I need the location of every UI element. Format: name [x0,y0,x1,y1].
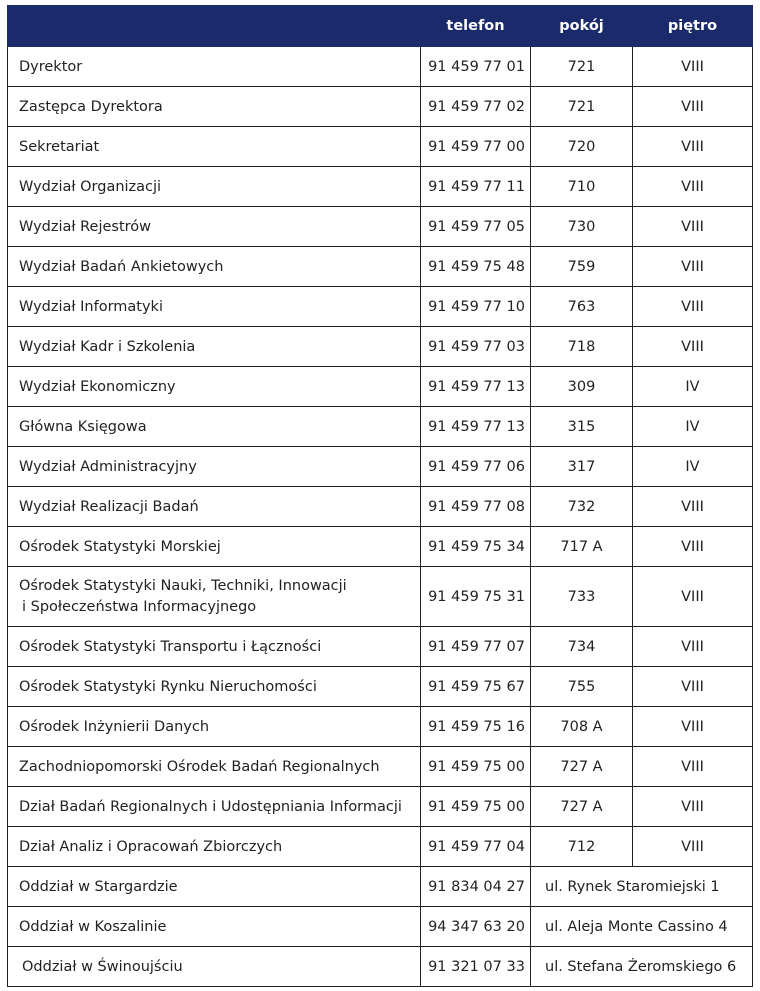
unit-name: Dział Analiz i Opracowań Zbiorczych [8,827,421,867]
room-number: 708 A [531,707,633,747]
header-floor: piętro [633,6,753,47]
floor-number: VIII [633,247,753,287]
header-room: pokój [531,6,633,47]
branch-name: Oddział w Stargardzie [8,867,421,907]
table-row [8,167,753,207]
table-row [8,47,753,87]
table-row [8,327,753,367]
floor-number: IV [633,447,753,487]
unit-name: Główna Księgowa [8,407,421,447]
unit-name: Wydział Badań Ankietowych [8,247,421,287]
unit-name: Dział Badań Regionalnych i Udostępniania Informacji [8,787,421,827]
unit-name: Wydział Ekonomiczny [8,367,421,407]
phone-number: 91 459 77 07 [421,627,531,667]
room-number: 718 [531,327,633,367]
room-number: 710 [531,167,633,207]
room-number: 309 [531,367,633,407]
phone-number: 91 459 77 01 [421,47,531,87]
room-number: 721 [531,87,633,127]
floor-number: VIII [633,827,753,867]
unit-name: Wydział Kadr i Szkolenia [8,327,421,367]
room-number: 727 A [531,747,633,787]
branch-address: ul. Aleja Monte Cassino 4 [531,907,753,947]
unit-name [8,567,421,627]
branch-name: Oddział w Świnoujściu [8,947,421,987]
branch-name: Oddział w Koszalinie [8,907,421,947]
room-number: 732 [531,487,633,527]
phone-number: 91 459 77 13 [421,367,531,407]
header-phone: telefon [421,6,531,47]
unit-name: Wydział Informatyki [8,287,421,327]
table-row [8,747,753,787]
phone-number: 91 459 75 16 [421,707,531,747]
unit-name: Ośrodek Statystyki Transportu i Łączności [8,627,421,667]
phone-number: 91 834 04 27 [421,867,531,907]
phone-number: 91 459 77 02 [421,87,531,127]
floor-number: VIII [633,487,753,527]
room-number: 734 [531,627,633,667]
phone-number: 91 459 77 10 [421,287,531,327]
unit-name: Ośrodek Statystyki Rynku Nieruchomości [8,667,421,707]
room-number: 755 [531,667,633,707]
unit-name: Sekretariat [8,127,421,167]
floor-number: VIII [633,167,753,207]
phone-number: 91 459 75 48 [421,247,531,287]
table-row [8,207,753,247]
phone-number: 91 459 77 04 [421,827,531,867]
phone-number: 91 459 77 08 [421,487,531,527]
unit-name: Dyrektor [8,47,421,87]
table-row [8,527,753,567]
table-row [8,487,753,527]
table-header-row [8,6,753,47]
room-number: 721 [531,47,633,87]
floor-number: IV [633,407,753,447]
floor-number: VIII [633,287,753,327]
floor-number: IV [633,367,753,407]
floor-number: VIII [633,627,753,667]
room-number: 759 [531,247,633,287]
room-number: 712 [531,827,633,867]
table-row [8,367,753,407]
unit-name: Ośrodek Inżynierii Danych [8,707,421,747]
branch-row [8,947,753,987]
phone-number: 91 459 77 06 [421,447,531,487]
phone-number: 91 459 77 13 [421,407,531,447]
floor-number: VIII [633,327,753,367]
floor-number: VIII [633,87,753,127]
floor-number: VIII [633,667,753,707]
unit-name-line: Ośrodek Statystyki Nauki, Techniki, Innowacji [19,577,347,594]
phone-number: 91 321 07 33 [421,947,531,987]
unit-name: Zastępca Dyrektora [8,87,421,127]
table-row [8,827,753,867]
table-row [8,87,753,127]
table-row [8,247,753,287]
unit-name: Wydział Administracyjny [8,447,421,487]
room-number: 763 [531,287,633,327]
room-number: 727 A [531,787,633,827]
room-number: 733 [531,567,633,627]
table-row [8,707,753,747]
floor-number: VIII [633,527,753,567]
table-row [8,667,753,707]
table-row [8,627,753,667]
room-number: 315 [531,407,633,447]
unit-name-line: i Społeczeństwa Informacyjnego [22,598,257,615]
table-row [8,567,753,627]
phone-number: 91 459 75 67 [421,667,531,707]
branch-address: ul. Stefana Żeromskiego 6 [531,947,753,987]
contact-table [7,5,753,987]
room-number: 317 [531,447,633,487]
floor-number: VIII [633,127,753,167]
room-number: 730 [531,207,633,247]
branch-address: ul. Rynek Staromiejski 1 [531,867,753,907]
branch-row [8,867,753,907]
room-number: 720 [531,127,633,167]
contact-directory [7,5,753,987]
phone-number: 91 459 75 34 [421,527,531,567]
table-row [8,407,753,447]
floor-number: VIII [633,207,753,247]
unit-name: Wydział Organizacji [8,167,421,207]
unit-name: Wydział Realizacji Badań [8,487,421,527]
phone-number: 91 459 75 00 [421,747,531,787]
phone-number: 91 459 77 00 [421,127,531,167]
floor-number: VIII [633,567,753,627]
phone-number: 94 347 63 20 [421,907,531,947]
floor-number: VIII [633,47,753,87]
phone-number: 91 459 77 03 [421,327,531,367]
floor-number: VIII [633,707,753,747]
phone-number: 91 459 75 00 [421,787,531,827]
unit-name: Zachodniopomorski Ośrodek Badań Regionalnych [8,747,421,787]
table-row [8,447,753,487]
table-row [8,127,753,167]
phone-number: 91 459 75 31 [421,567,531,627]
unit-name: Ośrodek Statystyki Morskiej [8,527,421,567]
phone-number: 91 459 77 11 [421,167,531,207]
phone-number: 91 459 77 05 [421,207,531,247]
unit-name: Wydział Rejestrów [8,207,421,247]
floor-number: VIII [633,747,753,787]
header-name [8,6,421,47]
table-row [8,787,753,827]
room-number: 717 A [531,527,633,567]
table-row [8,287,753,327]
branch-row [8,907,753,947]
floor-number: VIII [633,787,753,827]
